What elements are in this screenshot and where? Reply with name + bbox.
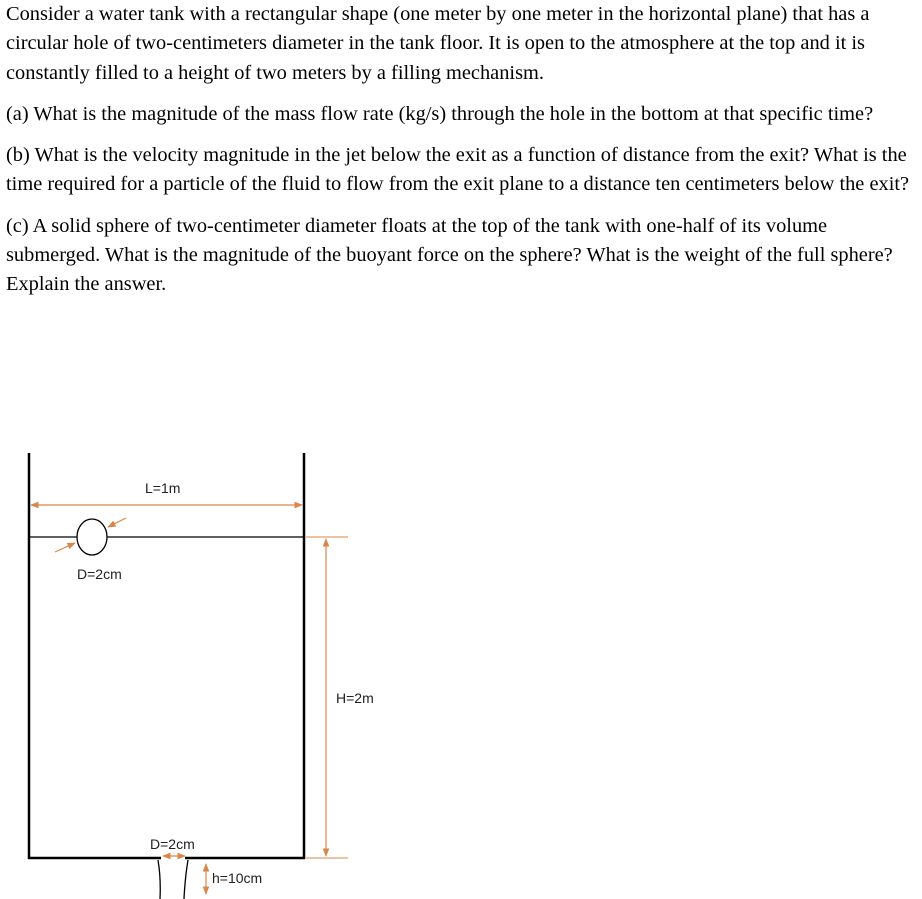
sphere-diameter-label: D=2cm	[77, 566, 122, 582]
problem-part-a: (a) What is the magnitude of the mass flow rate (kg/s) through the hole in the bottom at that specific time?	[6, 102, 874, 125]
sphere-dimension-arrow-right	[108, 518, 126, 527]
drop-label: h=10cm	[212, 870, 263, 886]
problem-part-b: (b) What is the velocity magnitude in the jet below the exit as a function of distance from the exit? What is the time required for a particle of the fluid to flow from the exit plane to a distance ten centimeters below the exit?	[6, 144, 910, 196]
jet-right-edge	[184, 860, 188, 899]
problem-part-c: (c) A solid sphere of two-centimeter diameter floats at the top of the tank with one-half of its volume submerged. What is the magnitude of the buoyant force on the sphere? What is the weight of the full sphere? Explain the answer.	[6, 214, 893, 296]
sphere-dimension-arrow-left	[55, 543, 75, 552]
hole-diameter-label: D=2cm	[150, 836, 195, 852]
width-label: L=1m	[145, 480, 181, 496]
problem-intro: Consider a water tank with a rectangular shape (one meter by one meter in the horizontal plane) that has a circular hole of two-centimeters diameter in the tank floor. It is open to the atmosphere at the top and it is constantly filled to a height of two meters by a filling mechanism.	[6, 3, 870, 84]
floating-sphere	[77, 519, 107, 555]
jet-left-edge	[158, 860, 160, 899]
height-label: H=2m	[336, 690, 374, 706]
